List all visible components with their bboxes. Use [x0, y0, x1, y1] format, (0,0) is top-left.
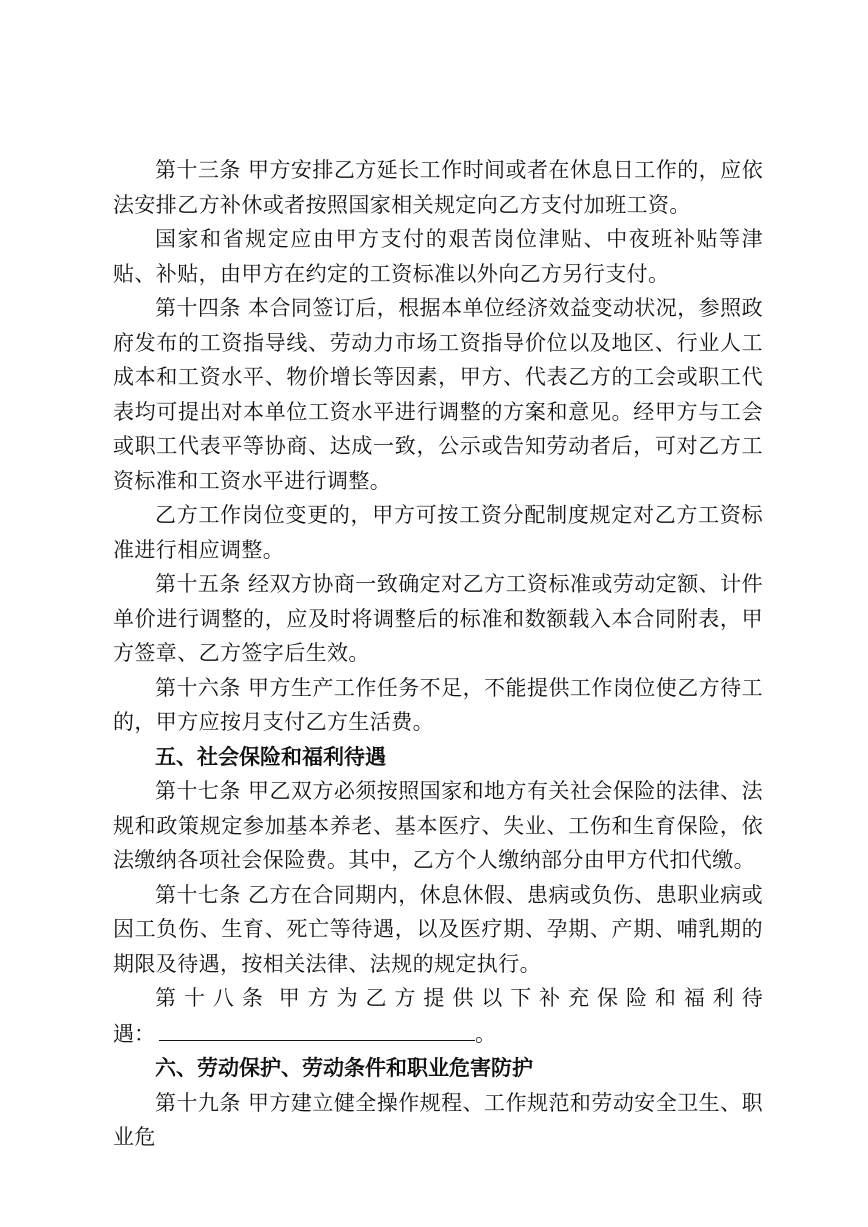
char: 甲 — [278, 986, 300, 1010]
section-heading-6: 六、劳动保护、劳动条件和职业危害防护 — [155, 1056, 533, 1080]
char: 十 — [183, 986, 205, 1010]
fill-in-blank[interactable] — [159, 1016, 475, 1041]
char: 险 — [625, 986, 647, 1010]
article-18-fill-line — [113, 1016, 763, 1052]
paragraph-allowances: 国家和省规定应由甲方支付的艰苦岗位津贴、中夜班补贴等津贴、补贴，由甲方在约定的工资标准以外向乙方另行支付。 — [113, 227, 763, 286]
char: 八 — [212, 986, 234, 1010]
char: 以 — [481, 986, 503, 1010]
char: 第 — [155, 986, 176, 1010]
paragraph-post-change: 乙方工作岗位变更的，甲方可按工资分配制度规定对乙方工资标准进行相应调整。 — [113, 503, 763, 562]
char: 提 — [423, 986, 445, 1010]
char: 方 — [307, 986, 329, 1010]
char: 补 — [539, 986, 561, 1010]
paragraph-article-16: 第十六条 甲方生产工作任务不足，不能提供工作岗位使乙方待工的，甲方应按月支付乙方生活费。 — [113, 675, 763, 734]
char: 待 — [741, 986, 763, 1010]
fill-prefix: 遇： — [113, 1021, 155, 1046]
char: 方 — [394, 986, 416, 1010]
paragraph-article-15: 第十五条 经双方协商一致确定对乙方工资标准或劳动定额、计件单价进行调整的，应及时将调整后的标准和数额载入本合同附表，甲方签章、乙方签字后生效。 — [113, 572, 763, 665]
paragraph-article-13: 第十三条 甲方安排乙方延长工作时间或者在休息日工作的，应依法安排乙方补休或者按照国家相关规定向乙方支付加班工资。 — [113, 158, 763, 217]
paragraph-article-14: 第十四条 本合同签订后，根据本单位经济效益变动状况，参照政府发布的工资指导线、劳动力市场工资指导价位以及地区、行业人工成本和工资水平、物价增长等因素，甲方、代表乙方的工会或职工代表均可提出对本单位工资水平进行调整的方案和意见。经甲方与工会或职工代表平等协商、达成一致，公示或告知劳动者后，可对乙方工资标准和工资水平进行调整。 — [113, 296, 763, 493]
paragraph-article-19: 第十九条 甲方建立健全操作规程、工作规范和劳动安全卫生、职业危 — [113, 1090, 763, 1149]
char: 下 — [510, 986, 532, 1010]
char: 为 — [336, 986, 358, 1010]
char: 和 — [654, 986, 676, 1010]
char: 乙 — [365, 986, 387, 1010]
document-page — [113, 153, 763, 1155]
paragraph-article-17b: 第十七条 乙方在合同期内，休息休假、患病或负伤、患职业病或因工负伤、生育、死亡等待遇，以及医疗期、孕期、产期、哺乳期的期限及待遇，按相关法律、法规的规定执行。 — [113, 882, 763, 976]
char: 条 — [241, 986, 263, 1010]
article-18-spaced-line — [113, 981, 763, 1016]
char: 保 — [597, 986, 618, 1010]
char: 充 — [568, 986, 590, 1010]
paragraph-article-17a: 第十七条 甲乙双方必须按照国家和地方有关社会保险的法律、法规和政策规定参加基本养老、基本医疗、失业、工伤和生育保险，依法缴纳各项社会保险费。其中，乙方个人缴纳部分由甲方代扣代缴。 — [113, 779, 763, 872]
fill-suffix: 。 — [475, 1021, 496, 1046]
char: 利 — [712, 986, 734, 1010]
section-heading-5: 五、社会保险和福利待遇 — [155, 744, 386, 769]
char: 福 — [683, 986, 705, 1010]
char: 供 — [452, 986, 474, 1010]
